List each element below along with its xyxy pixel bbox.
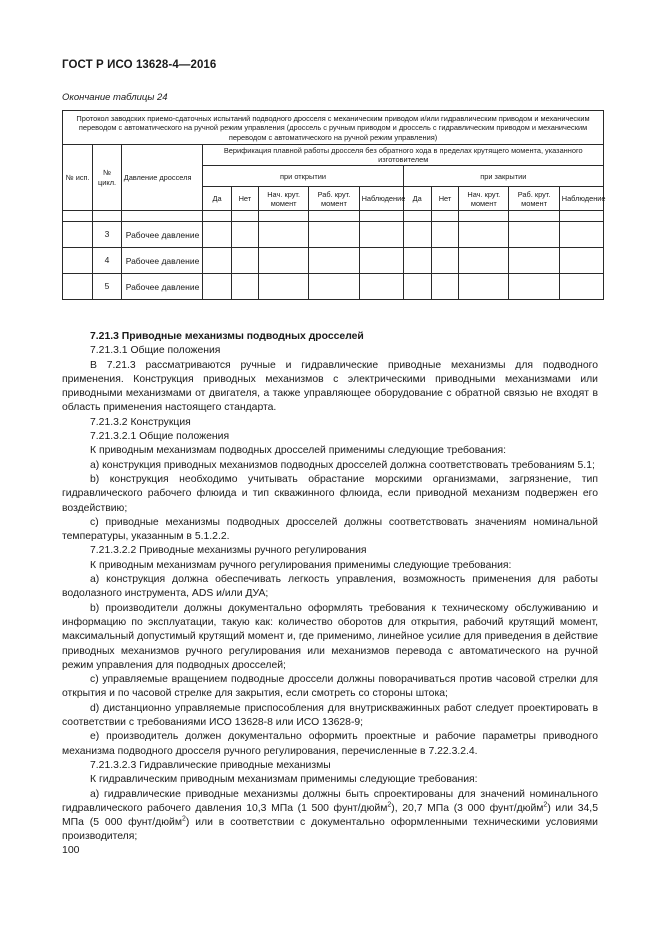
list-item: c) приводные механизмы подводных дросселей должны соответствовать значениям номинальной температуры, указанным в 5.1.2.2. xyxy=(62,516,598,543)
protocol-table xyxy=(62,110,604,300)
col-header-pressure: Давление дросселя xyxy=(121,144,203,211)
document-header: ГОСТ Р ИСО 13628-4—2016 xyxy=(62,59,217,71)
subcol-initial-torque: Нач. крут. момент xyxy=(258,187,308,211)
cycle-number: 5 xyxy=(93,274,121,300)
subsection-heading: 7.21.3.2.2 Приводные механизмы ручного регулирования xyxy=(90,545,367,557)
subcol-yes: Да xyxy=(203,187,231,211)
list-item: d) дистанционно управляемые приспособления для внутрискважинных работ следует проектировать в соответствии с требованиями ИСО 13628-8 или ИСО 13628-9; xyxy=(62,702,598,729)
subcol-observation: Наблюдение xyxy=(559,187,603,211)
subcol-no: Нет xyxy=(431,187,458,211)
table-caption: Окончание таблицы 24 xyxy=(62,92,168,103)
subcol-working-torque: Раб. крут. момент xyxy=(309,187,359,211)
paragraph: К гидравлическим приводным механизмам применимы следующие требования: xyxy=(90,774,478,786)
col-header-cycle-number: № цикл. xyxy=(93,144,121,211)
col-header-test-number: № исп. xyxy=(63,144,93,211)
list-item: a) гидравлические приводные механизмы должны быть спроектированы для значений номинального гидравлического рабочего давления 10,3 МПа (1 500 фунт/дюйм$^2$), 20,7 МПа (3 000 фунт/дюйм$^2$) или 34,5 МПа (5 000 фунт/дюйм$^2$) или в соответствии с документально оформленными техническими условиями производителя; xyxy=(62,788,598,843)
subcol-initial-torque: Нач. крут. момент xyxy=(459,187,509,211)
list-item: a) конструкция приводных механизмов подводных дросселей должна соответствовать требованиям 5.1; xyxy=(90,459,595,471)
cycle-number: 3 xyxy=(93,222,121,248)
pressure-cell: Рабочее давление xyxy=(121,274,203,300)
paragraph: К приводным механизмам ручного регулирования применимы следующие требования: xyxy=(90,559,512,571)
subsection-heading: 7.21.3.2 Конструкция xyxy=(90,416,191,428)
subcol-no: Нет xyxy=(231,187,258,211)
pressure-cell: Рабочее давление xyxy=(121,248,203,274)
table-title: Протокол заводских приемо-сдаточных испытаний подводного дросселя с механическим приводом и/или гидравлическим приводом и механическим переводом с автоматического на ручной режим управления (дроссель с ручным приводом и дроссель с гидравлическим приводом и механическим переводом с автоматического на ручной режим управления) xyxy=(63,111,604,145)
list-item: a) конструкция должна обеспечивать легкость управления, возможность применения для работы водолазного инструмента, ADS и/или ДУА; xyxy=(62,574,598,600)
paragraph: В 7.21.3 рассматриваются ручные и гидравлические приводные механизмы для подводного применения. Конструкция приводных механизмов с электрическими приводными механизмами или приводными механизмами от двигателя, а также управляющее оборудование с обратной связью не входят в область применения настоящего стандарта. xyxy=(62,359,598,414)
table-row xyxy=(63,274,604,300)
col-header-verification: Верификация плавной работы дросселя без обратного хода в пределах крутящего момента, указанного изготовителем xyxy=(203,144,604,166)
subcol-working-torque: Раб. крут. момент xyxy=(509,187,559,211)
section-heading: 7.21.3 Приводные механизмы подводных дросселей xyxy=(90,331,364,342)
page-number: 100 xyxy=(62,844,80,856)
subsection-heading: 7.21.3.2.1 Общие положения xyxy=(90,431,230,443)
list-item: e) производитель должен документально оформить проектные и рабочие параметры приводного механизма подводного дросселя ручного регулирования, перечисленные в 7.22.3.2.4. xyxy=(62,731,598,757)
paragraph: К приводным механизмам подводных дросселей применимы следующие требования: xyxy=(90,445,506,457)
table-row xyxy=(63,222,604,248)
cycle-number: 4 xyxy=(93,248,121,274)
body-text xyxy=(62,330,598,845)
col-header-closing: при закрытии xyxy=(403,166,603,187)
subsection-heading: 7.21.3.2.3 Гидравлические приводные механизмы xyxy=(90,759,331,771)
subcol-yes: Да xyxy=(403,187,431,211)
col-header-opening: при открытии xyxy=(203,166,403,187)
list-item: c) управляемые вращением подводные дроссели должны поворачиваться против часовой стрелки для открытия и по часовой стрелке для закрытия, если смотреть со стороны штока; xyxy=(62,674,598,700)
subcol-observation: Наблюдение xyxy=(359,187,403,211)
table-row xyxy=(63,248,604,274)
list-item: b) производители должны документально оформлять требования к техническому обслуживанию и информацию по эксплуатации, такую как: количество оборотов для открытия, рабочий крутящий момент, максимальный допустимый крутящий момент и, где применимо, линейное усилие для приведения в действие приводных механизмов ручного регулирования или механизмов перевода с автоматического на ручной режим управления для подводных дросселей; xyxy=(62,602,598,671)
pressure-cell: Рабочее давление xyxy=(121,222,203,248)
list-item: b) конструкция необходимо учитывать обрастание морскими организмами, загрязнение, тип гидравлического рабочего флюида и тип скважинного флюида, если приводной механизм подвержен его воздействию; xyxy=(62,473,598,514)
subsection-heading: 7.21.3.1 Общие положения xyxy=(90,345,221,357)
